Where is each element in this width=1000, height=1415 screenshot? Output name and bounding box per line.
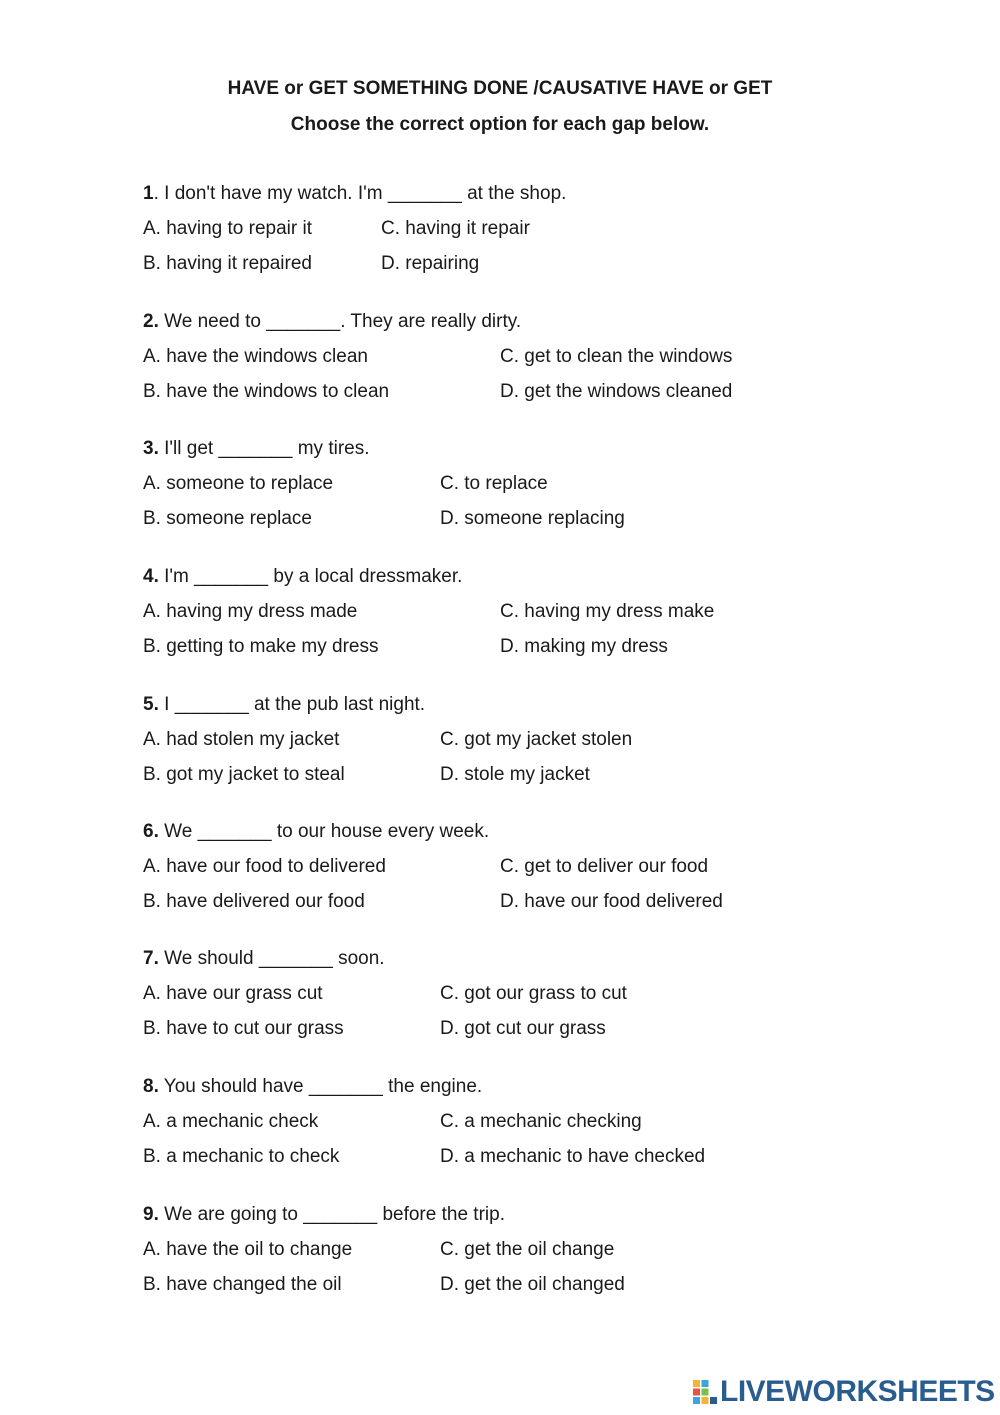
option-b[interactable]: B. have delivered our food <box>143 891 365 912</box>
option-row <box>143 1018 863 1053</box>
question-number: 6. <box>143 821 159 842</box>
question-6 <box>143 821 863 926</box>
instructions: Choose the correct option for each gap below. <box>290 114 710 135</box>
option-row <box>143 856 863 891</box>
option-a[interactable]: A. had stolen my jacket <box>143 729 340 750</box>
option-row <box>143 1111 863 1146</box>
option-a[interactable]: A. having to repair it <box>143 218 312 239</box>
question-text: You should have _______ the engine. <box>163 1076 483 1097</box>
option-row <box>143 218 863 253</box>
option-b[interactable]: B. getting to make my dress <box>143 636 379 657</box>
option-row <box>143 636 863 671</box>
question-7 <box>143 948 863 1053</box>
option-row <box>143 764 863 799</box>
option-a[interactable]: A. a mechanic check <box>143 1111 319 1132</box>
question-5 <box>143 694 863 799</box>
option-row <box>143 381 863 416</box>
option-a[interactable]: A. have our grass cut <box>143 983 323 1004</box>
question-separator: . <box>153 183 165 204</box>
question-8 <box>143 1076 863 1181</box>
option-c[interactable]: C. got my jacket stolen <box>440 729 633 750</box>
option-row <box>143 891 863 926</box>
option-c[interactable]: C. get the oil change <box>440 1239 615 1260</box>
option-b[interactable]: B. having it repaired <box>143 253 312 274</box>
question-number: 2. <box>143 311 159 332</box>
question-text: We _______ to our house every week. <box>164 821 490 842</box>
question-number: 4. <box>143 566 159 587</box>
liveworksheets-logo-icon <box>692 1379 718 1405</box>
option-a[interactable]: A. having my dress made <box>143 601 358 622</box>
question-9 <box>143 1204 863 1309</box>
option-b[interactable]: B. got my jacket to steal <box>143 764 345 785</box>
option-c[interactable]: C. get to clean the windows <box>500 346 733 367</box>
option-d[interactable]: D. stole my jacket <box>440 764 590 785</box>
question-text: We should _______ soon. <box>164 948 385 969</box>
question-number: 3. <box>143 438 159 459</box>
question-text: I'll get _______ my tires. <box>164 438 370 459</box>
option-d[interactable]: D. repairing <box>381 253 480 274</box>
option-row <box>143 729 863 764</box>
question-number: 7. <box>143 948 159 969</box>
question-stem <box>143 694 863 729</box>
question-number: 9. <box>143 1204 159 1225</box>
option-row <box>143 346 863 381</box>
question-number: 1 <box>143 183 154 204</box>
question-stem <box>143 183 863 218</box>
question-1 <box>143 183 863 288</box>
option-c[interactable]: C. a mechanic checking <box>440 1111 642 1132</box>
option-row <box>143 253 863 288</box>
question-stem <box>143 821 863 856</box>
option-b[interactable]: B. a mechanic to check <box>143 1146 340 1167</box>
option-row <box>143 1146 863 1181</box>
option-a[interactable]: A. have the oil to change <box>143 1239 353 1260</box>
option-d[interactable]: D. someone replacing <box>440 508 625 529</box>
option-d[interactable]: D. get the oil changed <box>440 1274 625 1295</box>
option-d[interactable]: D. a mechanic to have checked <box>440 1146 706 1167</box>
question-stem <box>143 311 863 346</box>
option-d[interactable]: D. got cut our grass <box>440 1018 606 1039</box>
page-title: HAVE or GET SOMETHING DONE /CAUSATIVE HAVE or GET <box>227 78 773 99</box>
option-row <box>143 1239 863 1274</box>
option-c[interactable]: C. having my dress make <box>500 601 715 622</box>
logo-text: LIVEWORKSHEETS <box>720 1375 995 1408</box>
option-d[interactable]: D. have our food delivered <box>500 891 723 912</box>
liveworksheets-logo <box>692 1376 995 1408</box>
question-4 <box>143 566 863 671</box>
question-number: 8. <box>143 1076 159 1097</box>
question-stem <box>143 948 863 983</box>
option-d[interactable]: D. get the windows cleaned <box>500 381 733 402</box>
question-stem <box>143 438 863 473</box>
option-c[interactable]: C. got our grass to cut <box>440 983 627 1004</box>
option-c[interactable]: C. having it repair <box>381 218 530 239</box>
question-stem <box>143 1076 863 1111</box>
option-row <box>143 983 863 1018</box>
option-b[interactable]: B. someone replace <box>143 508 312 529</box>
option-b[interactable]: B. have the windows to clean <box>143 381 390 402</box>
question-text: I don't have my watch. I'm _______ at the shop. <box>164 183 567 204</box>
option-row <box>143 601 863 636</box>
option-a[interactable]: A. have our food to delivered <box>143 856 386 877</box>
question-text: I'm _______ by a local dressmaker. <box>164 566 463 587</box>
question-2 <box>143 311 863 416</box>
question-text: We are going to _______ before the trip. <box>164 1204 505 1225</box>
option-c[interactable]: C. get to deliver our food <box>500 856 709 877</box>
question-text: We need to _______. They are really dirty. <box>164 311 522 332</box>
option-b[interactable]: B. have changed the oil <box>143 1274 342 1295</box>
question-text: I _______ at the pub last night. <box>164 694 426 715</box>
option-c[interactable]: C. to replace <box>440 473 548 494</box>
question-number: 5. <box>143 694 159 715</box>
option-a[interactable]: A. have the windows clean <box>143 346 368 367</box>
option-a[interactable]: A. someone to replace <box>143 473 334 494</box>
question-stem <box>143 566 863 601</box>
option-row <box>143 508 863 543</box>
option-d[interactable]: D. making my dress <box>500 636 668 657</box>
option-row <box>143 1274 863 1309</box>
option-row <box>143 473 863 508</box>
question-3 <box>143 438 863 543</box>
option-b[interactable]: B. have to cut our grass <box>143 1018 344 1039</box>
question-stem <box>143 1204 863 1239</box>
